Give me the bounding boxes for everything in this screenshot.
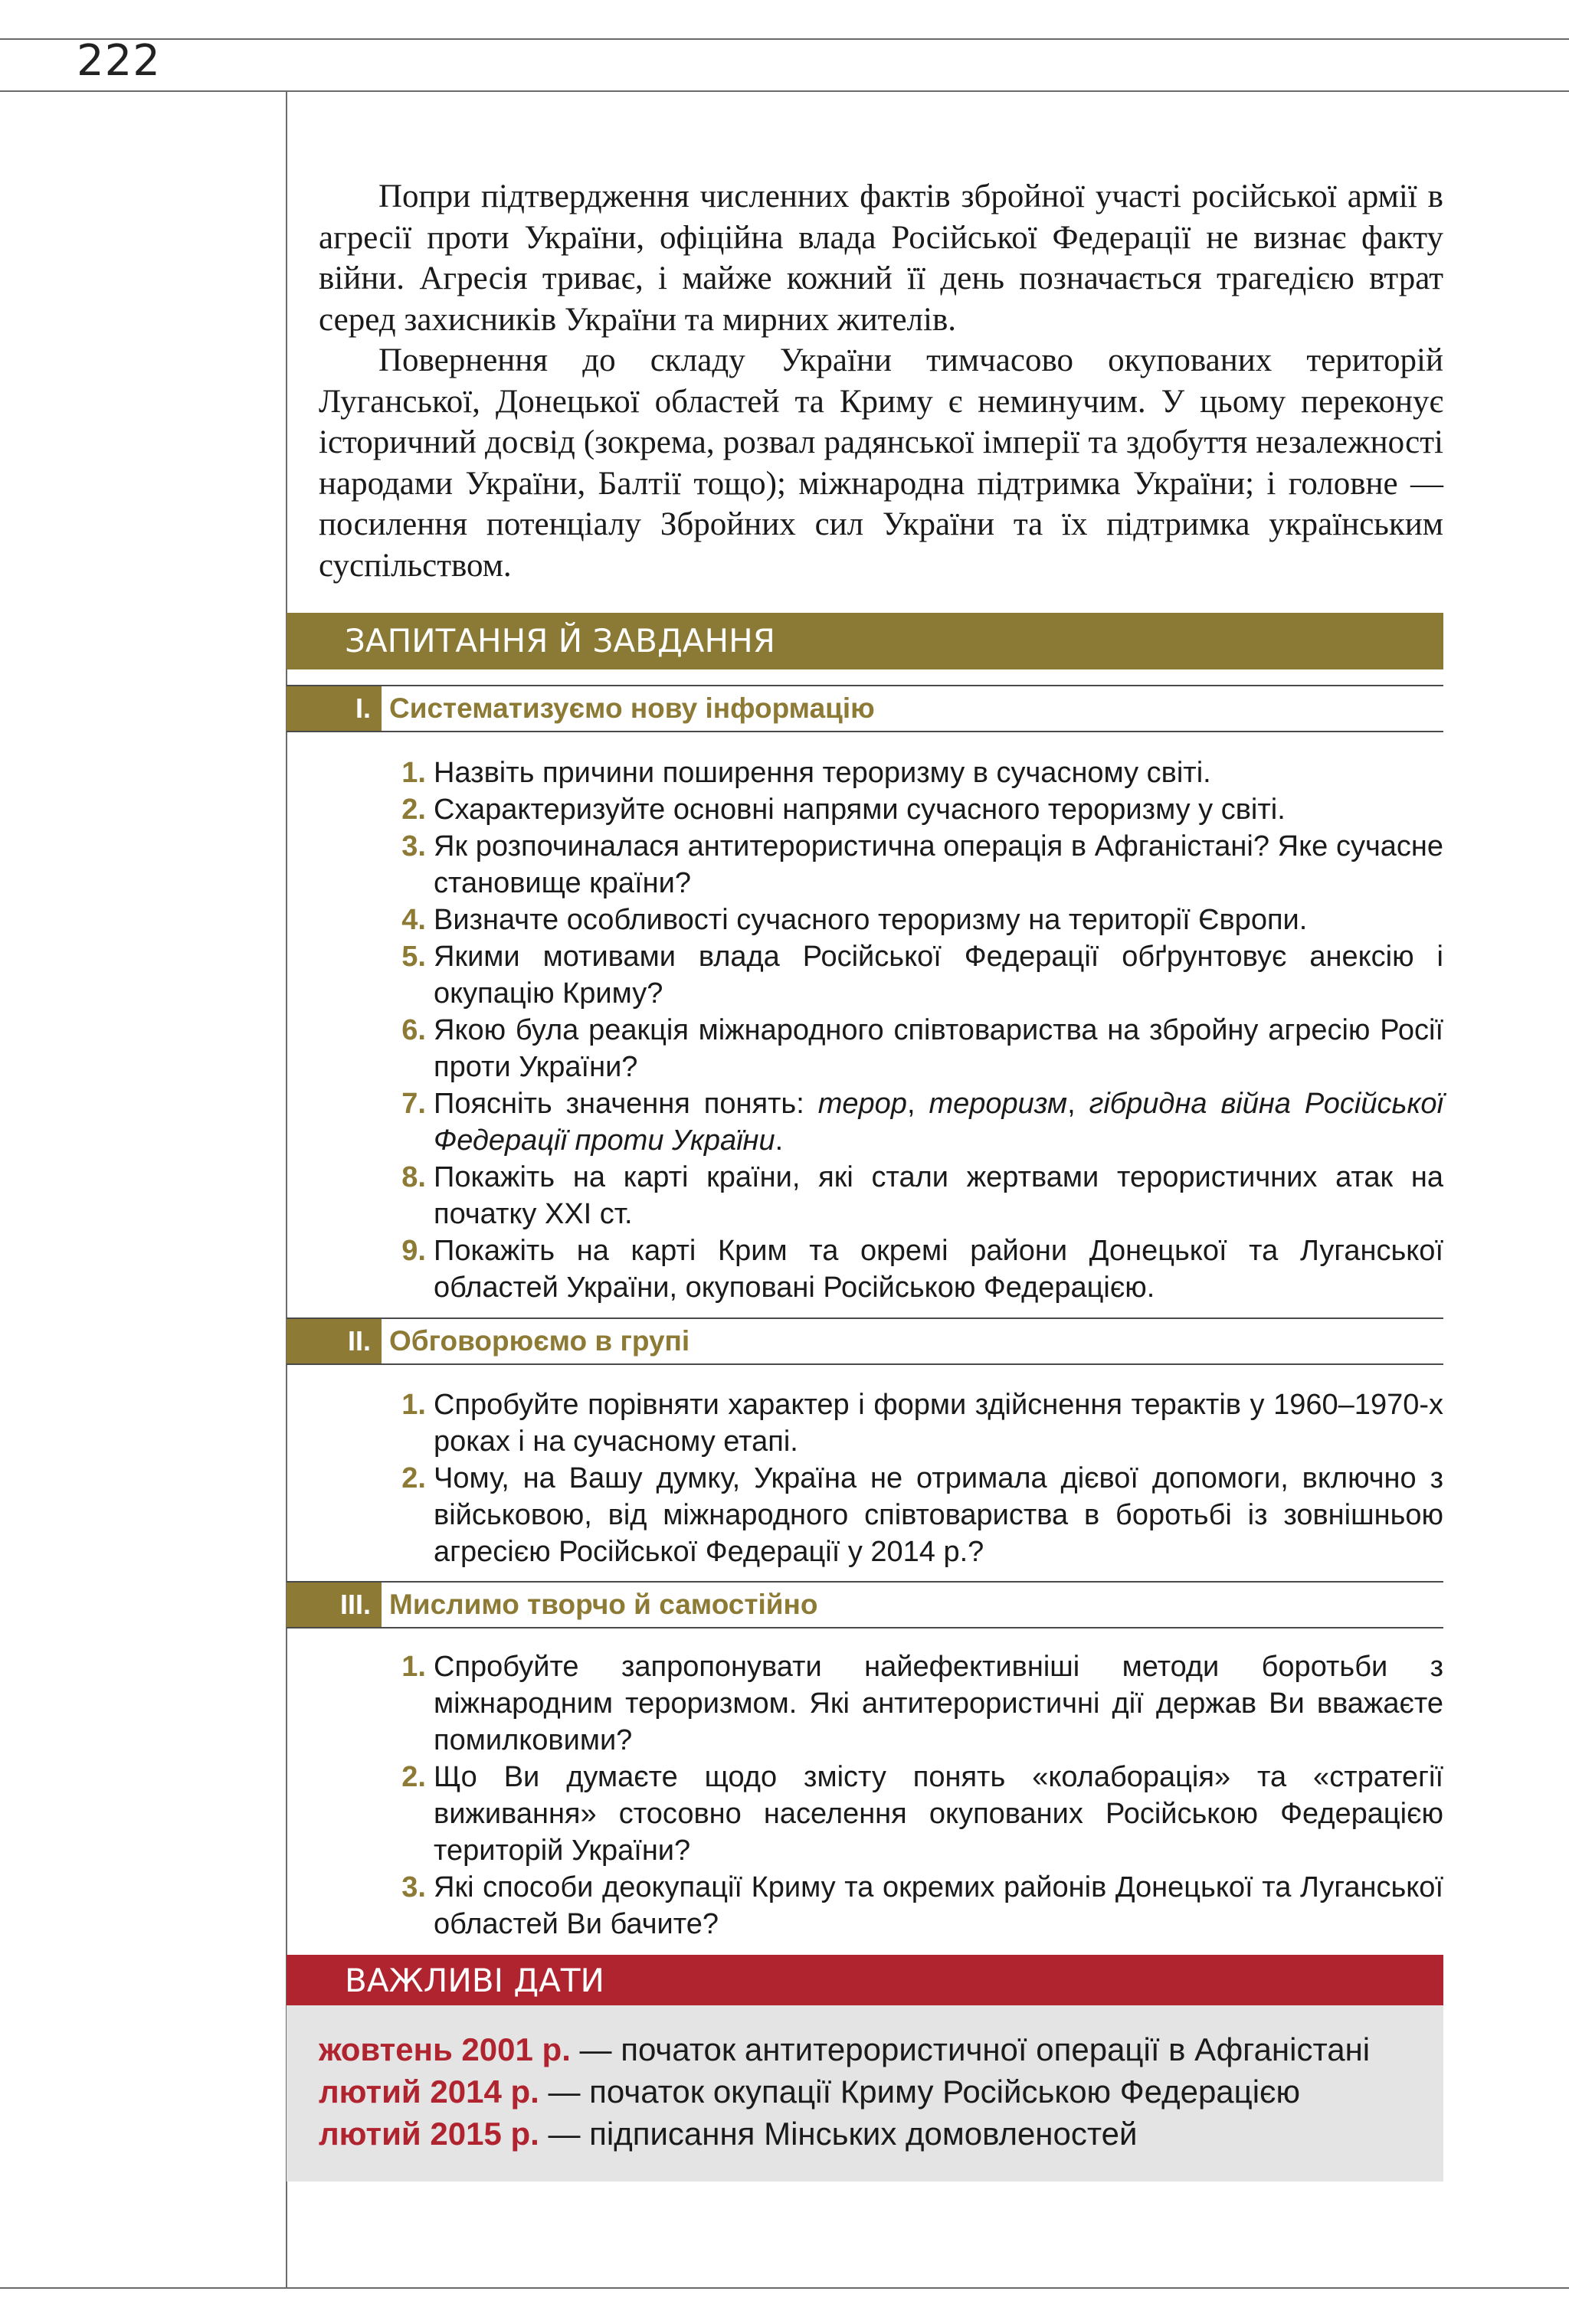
- list-item: [392, 1648, 1443, 1759]
- item-text: Які способи деокупації Криму та окремих районів Донецької та Луганської областей Ви бачите?: [434, 1871, 1443, 1940]
- term: тероризм: [929, 1088, 1068, 1120]
- separator: ,: [1067, 1088, 1089, 1120]
- list-item: [392, 1386, 1443, 1460]
- term: гібридна війна Російської Федерації проти України: [434, 1088, 1443, 1157]
- list-item: [392, 754, 1443, 791]
- dates-banner-title: ВАЖЛИВІ ДАТИ: [345, 1962, 604, 1999]
- header-rule: [0, 90, 1569, 92]
- item-text: Якими мотивами влада Російської Федерації обґрунтовує анексію і окупацію Криму?: [434, 941, 1443, 1010]
- item-number: 9.: [401, 1235, 426, 1267]
- dates-list: [319, 2028, 1370, 2155]
- section-header: [287, 1317, 1443, 1365]
- separator: ,: [906, 1088, 929, 1120]
- section-title: Обговорюємо в групі: [389, 1325, 690, 1357]
- item-number: 4.: [401, 904, 426, 936]
- item-text: Спробуйте порівняти характер і форми здійснення терактів у 1960–1970-х роках і на сучасному етапі.: [434, 1389, 1443, 1458]
- paragraph: Повернення до складу України тимчасово окупованих територій Луганської, Донецької областей та Криму є неминучим. У цьому переконує історичний досвід (зокрема, розвал радянської імперії та здобуття незалежності народами України, Балтії тощо); міжнародна підтримка України; і головне — посилення потенціалу Збройних сил України та їх підтримка українським суспільством.: [319, 342, 1443, 584]
- item-text: Що Ви думаєте щодо змісту понять «колаборація» та «стратегії виживання» стосовно населення окупованих Російською Федерацією територій України?: [434, 1761, 1443, 1867]
- section-title: Мислимо творчо й самостійно: [389, 1589, 818, 1620]
- list-item: [392, 938, 1443, 1012]
- item-text: Чому, на Вашу думку, Україна не отримала дієвої допомоги, включно з військовою, від міжнародного співтовариства в боротьбі із зовнішньою агресією Російської Федерації у 2014 р.?: [434, 1462, 1443, 1568]
- question-list: [392, 1386, 1443, 1570]
- section-number: I.: [287, 686, 382, 731]
- dates-banner: [287, 1955, 1443, 2007]
- date-label: лютий 2015 р.: [319, 2116, 539, 2152]
- date-label: лютий 2014 р.: [319, 2074, 539, 2110]
- question-list: [392, 754, 1443, 1306]
- date-entry: [319, 2113, 1370, 2155]
- intro-text: [319, 176, 1443, 586]
- questions-banner: [287, 613, 1443, 669]
- section-number: II.: [287, 1319, 382, 1363]
- date-entry: [319, 2028, 1370, 2070]
- item-number: 5.: [401, 941, 426, 973]
- list-item: [392, 902, 1443, 938]
- item-number: 8.: [401, 1161, 426, 1193]
- date-description: — початок окупації Криму Російською Федерацією: [539, 2074, 1300, 2110]
- item-number: 1.: [401, 757, 426, 789]
- item-text-pre: Поясніть значення понять:: [434, 1088, 818, 1120]
- item-number: 2.: [401, 794, 426, 826]
- list-item: [392, 1869, 1443, 1943]
- list-item: [392, 1012, 1443, 1085]
- item-text: Визначте особливості сучасного тероризму на території Європи.: [434, 904, 1308, 936]
- item-text: Схарактеризуйте основні напрями сучасного тероризму у світі.: [434, 794, 1286, 826]
- list-item: [392, 1085, 1443, 1159]
- item-text: Як розпочиналася антитерористична операція в Афганістані? Яке сучасне становище країни?: [434, 830, 1443, 899]
- date-entry: [319, 2070, 1370, 2113]
- item-text: Спробуйте запропонувати найефективніші методи боротьби з міжнародним тероризмом. Які антитерористичні дії держав Ви вважаєте помилковими?: [434, 1651, 1443, 1756]
- date-description: — підписання Мінських домовленостей: [539, 2116, 1138, 2152]
- item-number: 3.: [401, 1871, 426, 1903]
- item-number: 1.: [401, 1651, 426, 1683]
- bottom-rule: [0, 2287, 1569, 2289]
- item-text: Якою була реакція міжнародного співтовариства на збройну агресію Росії проти України?: [434, 1014, 1443, 1083]
- item-text: Покажіть на карті країни, які стали жертвами терористичних атак на початку XXI ст.: [434, 1161, 1443, 1230]
- date-label: жовтень 2001 р.: [319, 2031, 571, 2067]
- item-number: 3.: [401, 830, 426, 862]
- list-item: [392, 1159, 1443, 1232]
- questions-banner-title: ЗАПИТАННЯ Й ЗАВДАННЯ: [345, 622, 775, 660]
- list-item: [392, 1232, 1443, 1306]
- item-number: 2.: [401, 1462, 426, 1494]
- section-title: Систематизуємо нову інформацію: [389, 692, 875, 724]
- term: терор: [817, 1088, 907, 1120]
- section-header: [287, 1581, 1443, 1628]
- paragraph: Попри підтвердження численних фактів збройної участі російської армії в агресії проти України, офіційна влада Російської Федерації не визнає факту війни. Агресія триває, і майже кожний її день позначається трагедією втрат серед захисників України та мирних жителів.: [319, 178, 1443, 338]
- item-number: 2.: [401, 1761, 426, 1793]
- item-number: 6.: [401, 1014, 426, 1046]
- item-number: 1.: [401, 1389, 426, 1421]
- top-rule: [0, 38, 1569, 40]
- list-item: [392, 828, 1443, 902]
- list-item: [392, 1759, 1443, 1869]
- date-description: — початок антитерористичної операції в Афганістані: [570, 2031, 1371, 2067]
- list-item: [392, 1460, 1443, 1570]
- page-number: 222: [77, 36, 161, 86]
- item-text-post: .: [775, 1124, 784, 1157]
- section-number: III.: [287, 1583, 382, 1627]
- item-text: Назвіть причини поширення тероризму в сучасному світі.: [434, 757, 1211, 789]
- question-list: [392, 1648, 1443, 1943]
- list-item: [392, 791, 1443, 828]
- item-number: 7.: [401, 1088, 426, 1120]
- item-text: Покажіть на карті Крим та окремі райони Донецької та Луганської областей України, окуповані Російською Федерацією.: [434, 1235, 1443, 1304]
- section-header: [287, 685, 1443, 732]
